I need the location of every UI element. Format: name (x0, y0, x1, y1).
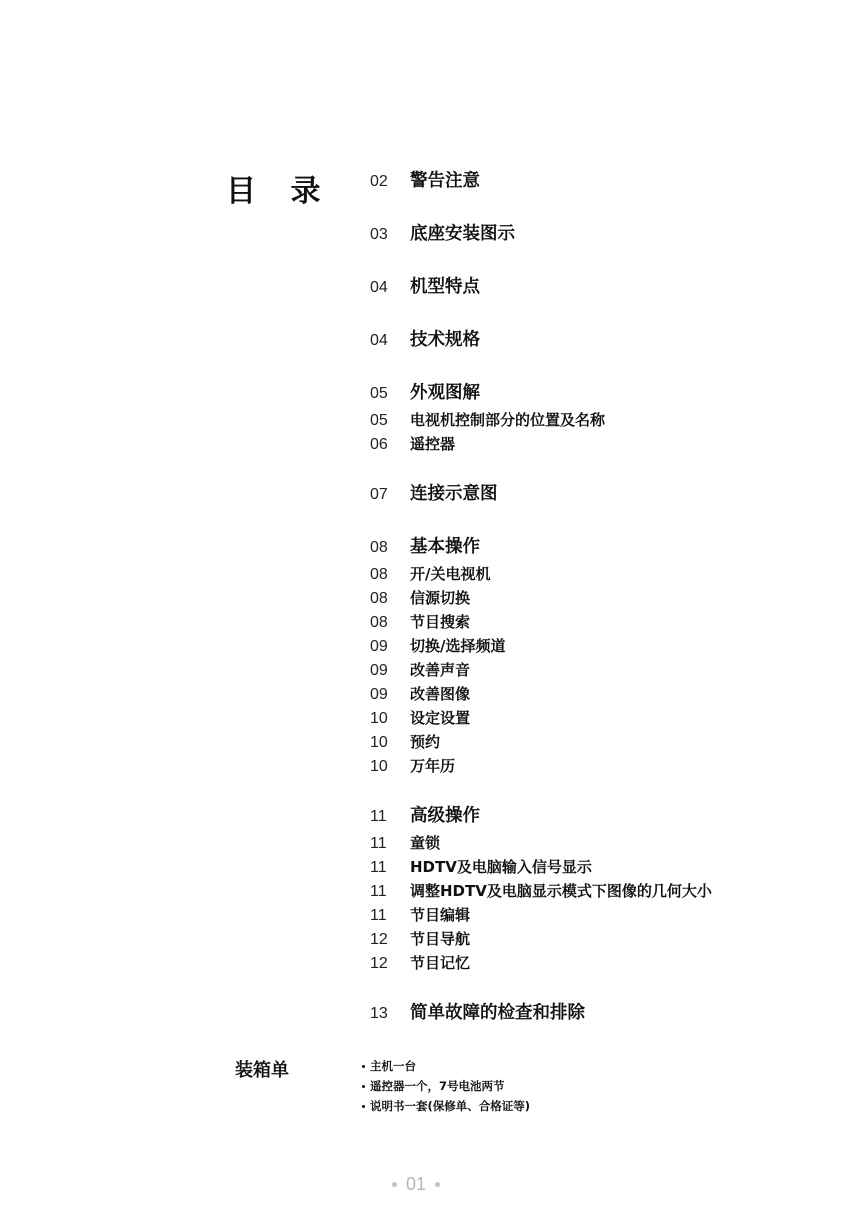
toc-page-number: 06 (370, 436, 388, 453)
toc-page-number: 04 (370, 332, 388, 349)
toc-entry-label: 节目搜索 (410, 613, 471, 631)
toc-entry (370, 432, 830, 456)
toc-entry-label: 连接示意图 (410, 484, 498, 504)
page-number (392, 1174, 440, 1195)
packing-item-label: 遥控器一个，7号电池两节 (370, 1079, 505, 1093)
toc-entry (370, 634, 830, 658)
toc-section-heading (370, 479, 830, 509)
toc-entry-label: 设定设置 (410, 709, 471, 727)
toc-section (370, 801, 830, 975)
toc-page-number: 10 (370, 758, 388, 775)
toc-page-number: 08 (370, 539, 388, 556)
toc-section-heading (370, 272, 830, 302)
toc-section (370, 532, 830, 778)
toc-section-heading (370, 532, 830, 562)
toc-entry-label: 基本操作 (410, 537, 480, 557)
toc-entry (370, 754, 830, 778)
packing-list-item (362, 1056, 530, 1076)
toc-page-number: 11 (370, 907, 387, 924)
toc-entry (370, 586, 830, 610)
table-of-contents (370, 166, 830, 1051)
toc-page-number: 11 (370, 835, 387, 852)
toc-entry-label: 电视机控制部分的位置及名称 (410, 411, 606, 429)
toc-entry (370, 610, 830, 634)
toc-entry (370, 658, 830, 682)
packing-item-label: 说明书一套(保修单、合格证等) (370, 1099, 531, 1113)
toc-page-number: 09 (370, 686, 388, 703)
toc-entry (370, 562, 830, 586)
toc-entry-label: 简单故障的检查和排除 (410, 1003, 585, 1023)
toc-entry-label: 改善声音 (410, 661, 471, 679)
page-dot-left (392, 1182, 397, 1187)
packing-list-item (362, 1076, 530, 1096)
toc-page-number: 13 (370, 1005, 388, 1022)
toc-entry-label: 调整HDTV及电脑显示模式下图像的几何大小 (410, 882, 712, 900)
toc-page-number: 12 (370, 955, 388, 972)
toc-section (370, 219, 830, 249)
toc-entry-label: 机型特点 (410, 277, 480, 297)
toc-entry (370, 730, 830, 754)
toc-section-heading (370, 325, 830, 355)
toc-page-number: 10 (370, 734, 388, 751)
bullet-icon (362, 1105, 365, 1108)
toc-section (370, 166, 830, 196)
toc-entry (370, 408, 830, 432)
toc-title: 目 录 (226, 174, 333, 209)
toc-section-heading (370, 166, 830, 196)
toc-entry (370, 927, 830, 951)
bullet-icon (362, 1085, 365, 1088)
toc-section-heading (370, 801, 830, 831)
toc-page-number: 10 (370, 710, 388, 727)
toc-entry-label: 开/关电视机 (410, 565, 491, 583)
packing-item-label: 主机一台 (370, 1059, 416, 1073)
toc-section (370, 479, 830, 509)
toc-section (370, 998, 830, 1028)
toc-page-number: 05 (370, 385, 388, 402)
toc-entry-label: 节目编辑 (410, 906, 471, 924)
packing-list-title: 装箱单 (235, 1060, 289, 1081)
toc-page-number: 09 (370, 662, 388, 679)
toc-entry-label: 万年历 (410, 757, 456, 775)
toc-page-number: 04 (370, 279, 388, 296)
toc-entry-label: 外观图解 (410, 383, 480, 403)
toc-page-number: 08 (370, 566, 388, 583)
toc-entry (370, 706, 830, 730)
toc-entry-label: 底座安装图示 (410, 224, 515, 244)
toc-page-number: 08 (370, 590, 388, 607)
toc-section-heading (370, 998, 830, 1028)
toc-page-number: 12 (370, 931, 388, 948)
toc-page-number: 07 (370, 486, 388, 503)
toc-entry-label: 高级操作 (410, 806, 480, 826)
toc-section-heading (370, 219, 830, 249)
toc-entry-label: HDTV及电脑输入信号显示 (410, 858, 592, 876)
toc-entry-label: 童锁 (410, 834, 441, 852)
toc-section (370, 272, 830, 302)
toc-entry (370, 855, 830, 879)
page-dot-right (435, 1182, 440, 1187)
toc-entry-label: 切换/选择频道 (410, 637, 506, 655)
toc-entry (370, 879, 830, 903)
toc-entry (370, 903, 830, 927)
toc-page-number: 08 (370, 614, 388, 631)
toc-entry-label: 节目导航 (410, 930, 471, 948)
toc-section-heading (370, 378, 830, 408)
toc-entry-label: 技术规格 (410, 330, 480, 350)
toc-page-number: 02 (370, 173, 388, 190)
toc-page-number: 11 (370, 859, 387, 876)
toc-page-number: 11 (370, 808, 387, 825)
packing-list-item (362, 1096, 530, 1116)
toc-entry (370, 831, 830, 855)
toc-entry-label: 遥控器 (410, 435, 456, 453)
toc-entry-label: 节目记忆 (410, 954, 471, 972)
toc-entry-label: 预约 (410, 733, 441, 751)
toc-entry (370, 682, 830, 706)
toc-section (370, 378, 830, 456)
bullet-icon (362, 1065, 365, 1068)
toc-page-number: 09 (370, 638, 388, 655)
toc-entry-label: 信源切换 (410, 589, 471, 607)
toc-entry-label: 警告注意 (410, 171, 480, 191)
toc-entry-label: 改善图像 (410, 685, 471, 703)
page-number-text: 01 (406, 1174, 427, 1194)
toc-entry (370, 951, 830, 975)
toc-page-number: 03 (370, 226, 388, 243)
toc-page-number: 11 (370, 883, 387, 900)
toc-page-number: 05 (370, 412, 388, 429)
toc-section (370, 325, 830, 355)
packing-list (362, 1056, 530, 1116)
